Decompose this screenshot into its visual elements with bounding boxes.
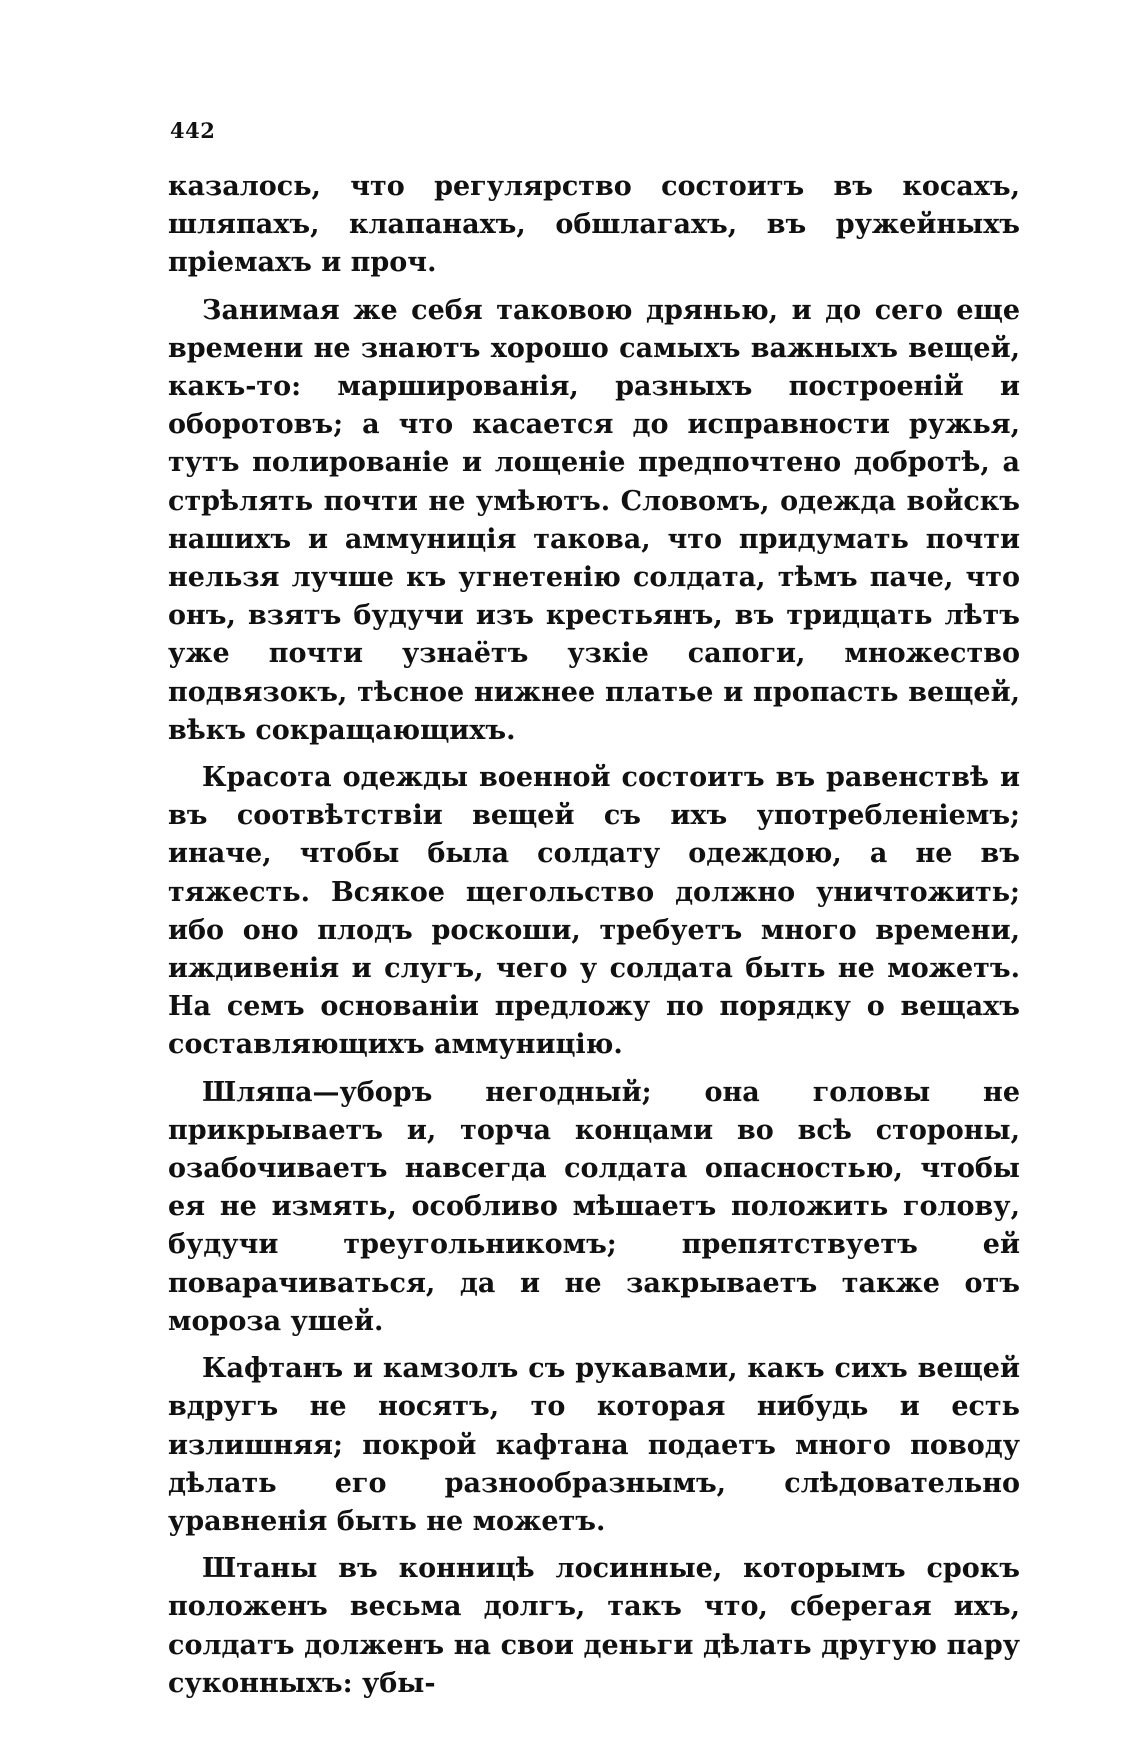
paragraph: Кафтанъ и камзолъ съ рукавами, какъ сихъ вещей вдругъ не носятъ, то которая нибудь и есть излишняя; покрой кафтана подаетъ много поводу дѣлать его разнообразнымъ, слѣдовательно уравненія быть не можетъ.: [168, 1353, 1020, 1537]
body-text: [168, 168, 1020, 1712]
paragraph-continuation: казалось, что регулярство состоитъ въ косахъ, шляпахъ, клапанахъ, обшлагахъ, въ ружейныхъ пріемахъ и проч.: [168, 171, 1020, 279]
paragraph: Занимая же себя таковою дрянью, и до сего еще времени не знаютъ хорошо самыхъ важныхъ вещей, какъ-то: маршированія, разныхъ построеній и оборотовъ; а что касается до исправности ружья, тутъ полированіе и лощеніе предпочтено добротѣ, а стрѣлять почти не умѣютъ. Словомъ, одежда войскъ нашихъ и аммуниція такова, что придумать почти нельзя лучше къ угнетенію солдата, тѣмъ паче, что онъ, взятъ будучи изъ крестьянъ, въ тридцать лѣтъ уже почти узнаётъ узкіе сапоги, множество подвязокъ, тѣсное нижнее платье и пропасть вещей, вѣкъ сокращающихъ.: [168, 294, 1020, 746]
paragraph: Шляпа—уборъ негодный; она головы не прикрываетъ и, торча концами во всѣ стороны, озабочиваетъ навсегда солдата опасностью, чтобы ея не измять, особливо мѣшаетъ положить голову, будучи треугольникомъ; препятствуетъ ей поварачиваться, да и не закрываетъ также отъ мороза ушей.: [168, 1076, 1020, 1337]
page-number: 442: [170, 118, 216, 143]
paragraph: Штаны въ конницѣ лосинные, которымъ срокъ положенъ весьма долгъ, такъ что, сберегая ихъ, солдатъ долженъ на свои деньги дѣлать другую пару суконныхъ: убы-: [168, 1553, 1020, 1699]
paragraph: Красота одежды военной состоитъ въ равенствѣ и въ соотвѣтствіи вещей съ ихъ употребленіемъ; иначе, чтобы была солдату одеждою, а не въ тяжесть. Всякое щегольство должно уничтожить; ибо оно плодъ роскоши, требуетъ много времени, иждивенія и слугъ, чего у солдата быть не можетъ. На семъ основаніи предложу по порядку о вещахъ составляющихъ аммуницію.: [168, 762, 1020, 1061]
